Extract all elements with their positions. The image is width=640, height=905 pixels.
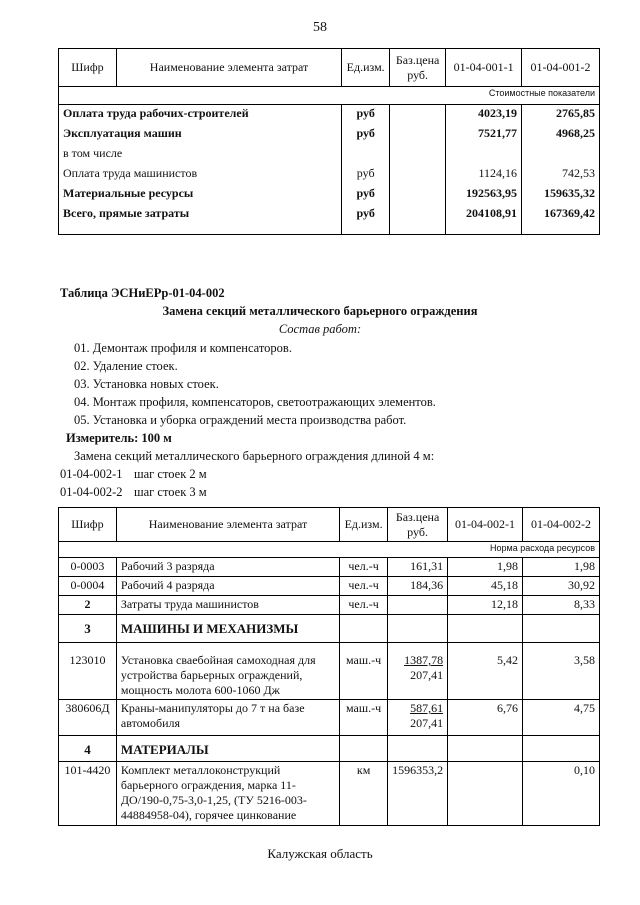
row-value-1 [448,762,523,826]
header-name: Наименование элемента затрат [116,49,341,87]
row-name: в том числе [59,145,342,165]
row-value-2: 159635,32 [522,185,600,205]
row-code: 2 [59,596,117,615]
work-item: 02. Удаление стоек. [74,359,178,373]
work-item: 03. Установка новых стоек. [74,377,219,391]
row-unit: маш.-ч [340,700,388,736]
variant-text: шаг стоек 2 м [134,467,207,481]
row-name: Затраты труда машинистов [116,596,339,615]
row-value-1: 1124,16 [446,165,522,185]
header-price: Баз.цена руб. [390,49,446,87]
section-title: Замена секций металлического барьерного ограждения [162,304,478,318]
row-value-2: 4,75 [523,700,600,736]
page-number: 58 [313,20,327,35]
header-variant-1: 01-04-002-1 [448,508,523,542]
row-value-1: 1,98 [448,558,523,577]
description: Замена секций металлического барьерного ограждения длиной 4 м: [74,449,435,463]
row-code: 380606Д [59,700,117,736]
section-heading: МАТЕРИАЛЫ [116,736,339,762]
row-value-1: 5,42 [448,643,523,700]
row-price: 184,36 [388,577,448,596]
row-value-1: 12,18 [448,596,523,615]
table-subheader: Стоимостные показатели [59,87,600,105]
variant-text: шаг стоек 3 м [134,485,207,499]
row-value-1: 7521,77 [446,125,522,145]
row-price: 1596353,2 [388,762,448,826]
row-value-1: 4023,19 [446,105,522,125]
row-value-1: 6,76 [448,700,523,736]
row-name: Рабочий 4 разряда [116,577,339,596]
row-code: 0-0004 [59,577,117,596]
header-variant-2: 01-04-001-2 [522,49,600,87]
header-code: Шифр [59,49,117,87]
footer-region: Калужская область [267,846,373,861]
row-value-2: 1,98 [523,558,600,577]
header-variant-2: 01-04-002-2 [523,508,600,542]
row-name: Рабочий 3 разряда [116,558,339,577]
variant-code: 01-04-002-1 [60,467,123,481]
row-value-2: 742,53 [522,165,600,185]
header-unit: Ед.изм. [340,508,388,542]
header-name: Наименование элемента затрат [116,508,339,542]
row-unit: км [340,762,388,826]
header-unit: Ед.изм. [342,49,390,87]
row-value-2: 167369,42 [522,205,600,235]
row-unit: руб [342,125,390,145]
row-name: Установка сваебойная самоходная для устройства барьерных ограждений, мощность молота 600-1060 Дж [116,643,339,700]
row-value-2: 2765,85 [522,105,600,125]
resources-table [58,507,600,826]
header-price: Баз.цена руб. [388,508,448,542]
work-item: 05. Установка и уборка ограждений места производства работ. [74,413,407,427]
row-value-2: 0,10 [523,762,600,826]
row-unit: руб [342,165,390,185]
row-code: 4 [59,736,117,762]
header-variant-1: 01-04-001-1 [446,49,522,87]
row-name: Материальные ресурсы [59,185,342,205]
row-unit: чел.-ч [340,558,388,577]
table-label: Таблица ЭСНиЕРр-01-04-002 [60,286,225,300]
row-code: 0-0003 [59,558,117,577]
row-value-2: 30,92 [523,577,600,596]
row-name: Эксплуатация машин [59,125,342,145]
row-unit: руб [342,185,390,205]
work-item: 01. Демонтаж профиля и компенсаторов. [74,341,292,355]
row-code: 101-4420 [59,762,117,826]
row-name: Оплата труда рабочих-строителей [59,105,342,125]
row-price-secondary: 207,41 [410,716,444,730]
section-heading: МАШИНЫ И МЕХАНИЗМЫ [116,615,339,643]
row-price: 161,31 [388,558,448,577]
work-item: 04. Монтаж профиля, компенсаторов, светоотражающих элементов. [74,395,436,409]
row-name: Комплект металлоконструкций барьерного ограждения, марка 11-ДО/190-0,75-3,0-1,25, (ТУ 5216-003-44884958-04), горячее цинкование [116,762,339,826]
row-unit: чел.-ч [340,577,388,596]
row-value-2: 4968,25 [522,125,600,145]
row-value-1: 45,18 [448,577,523,596]
row-name: Всего, прямые затраты [59,205,342,235]
row-unit: чел.-ч [340,596,388,615]
works-heading: Состав работ: [278,322,362,336]
row-value-1: 204108,91 [446,205,522,235]
row-name: Краны-манипуляторы до 7 т на базе автомобиля [116,700,339,736]
row-code: 123010 [59,643,117,700]
meter: Измеритель: 100 м [66,431,172,445]
table-subheader: Норма расхода ресурсов [59,542,600,558]
row-unit: руб [342,205,390,235]
row-price: 587,61 [410,701,444,715]
row-value-2: 8,33 [523,596,600,615]
row-unit: руб [342,105,390,125]
row-price-secondary: 207,41 [410,668,444,682]
row-value-2: 3,58 [523,643,600,700]
row-price: 1387,78 [404,653,444,667]
row-name: Оплата труда машинистов [59,165,342,185]
row-code: 3 [59,615,117,643]
variant-code: 01-04-002-2 [60,485,123,499]
row-value-1: 192563,95 [446,185,522,205]
header-code: Шифр [59,508,117,542]
row-unit: маш.-ч [340,643,388,700]
cost-table [58,48,600,235]
